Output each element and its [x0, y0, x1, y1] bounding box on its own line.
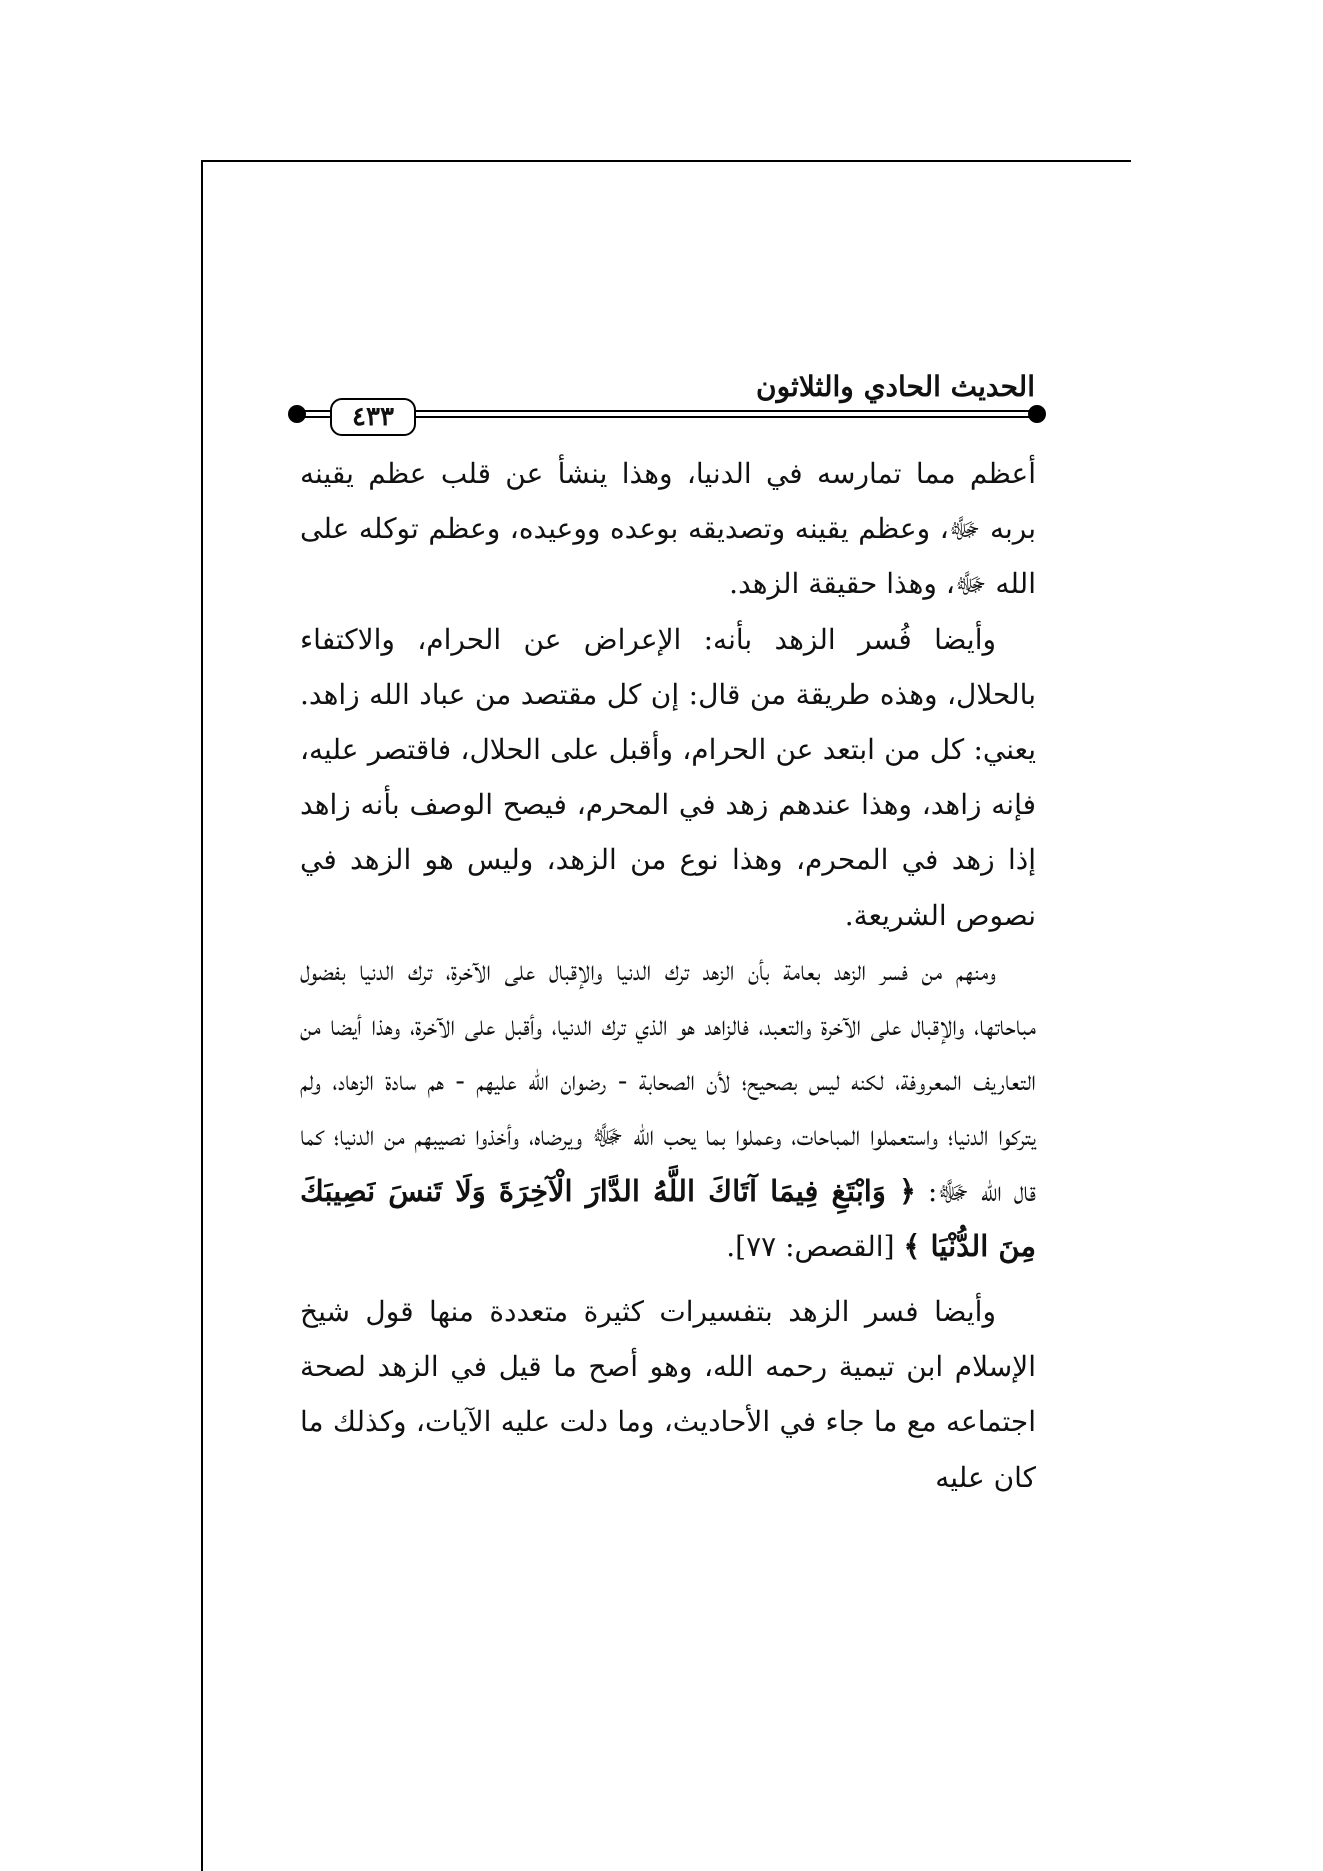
rule-ornament-left	[288, 405, 306, 423]
page-number: ٤٣٣	[330, 398, 416, 436]
paragraph-1: أعظم مما تمارسه في الدنيا، وهذا ينشأ عن قلب عظم يقينه بربه ﷻ، وعظم يقينه وتصديقه بوعده ووعيده، وعظم توكله على الله ﷻ، وهذا حقيقة الزهد.	[300, 457, 1036, 601]
verse-reference: [القصص: ٧٧].	[726, 1229, 895, 1263]
quran-verse: ﴿ وَابْتَغِ فِيمَا آتَاكَ اللَّهُ الدَّارَ الْآخِرَةَ وَلَا تَنسَ نَصِيبَكَ مِنَ الدُّنْيَا ﴾	[300, 1173, 1036, 1263]
rule-ornament-right	[1028, 405, 1046, 423]
paragraph-3-text: ومنهم من فسر الزهد بعامة بأن الزهد ترك الدنيا والإقبال على الآخرة، ترك الدنيا بفضول مباحاتها، والإقبال على الآخرة والتعبد، فالزاهد هو الذي ترك الدنيا، وأقبل على الآخرة، وهذا أيضا من التعاريف المعروفة، لكنه ليس بصحيح؛ لأن الصحابة - رضوان الله عليهم - هم سادة الزهاد، ولم يتركوا الدنيا؛ واستعملوا المباحات، وعملوا بما يحب الله ﷻ ويرضاه، وأخذوا نصيبهم من الدنيا؛ كما قال الله ﷻ:	[300, 953, 1037, 1208]
frame-top-border	[201, 160, 1131, 162]
frame-left-border	[201, 160, 203, 1871]
paragraph-3	[300, 943, 1036, 1274]
body-text	[300, 446, 1036, 1505]
paragraph-4: وأيضا فسر الزهد بتفسيرات كثيرة متعددة منها قول شيخ الإسلام ابن تيمية رحمه الله، وهو أصح ما قيل في الزهد لصحة اجتماعه مع ما جاء في الأحاديث، وما دلت عليه الآيات، وكذلك ما كان عليه	[300, 1295, 1036, 1494]
paragraph-2: وأيضا فُسر الزهد بأنه: الإعراض عن الحرام، والاكتفاء بالحلال، وهذه طريقة من قال: إن كل مقتصد من عباد الله زاهد. يعني: كل من ابتعد عن الحرام، وأقبل على الحلال، فاقتصر عليه، فإنه زاهد، وهذا عندهم زهد في المحرم، فيصح الوصف بأنه زاهد إذا زهد في المحرم، وهذا نوع من الزهد، وليس هو الزهد في نصوص الشريعة.	[300, 622, 1036, 932]
running-title: الحديث الحادي والثلاثون	[756, 370, 1035, 403]
